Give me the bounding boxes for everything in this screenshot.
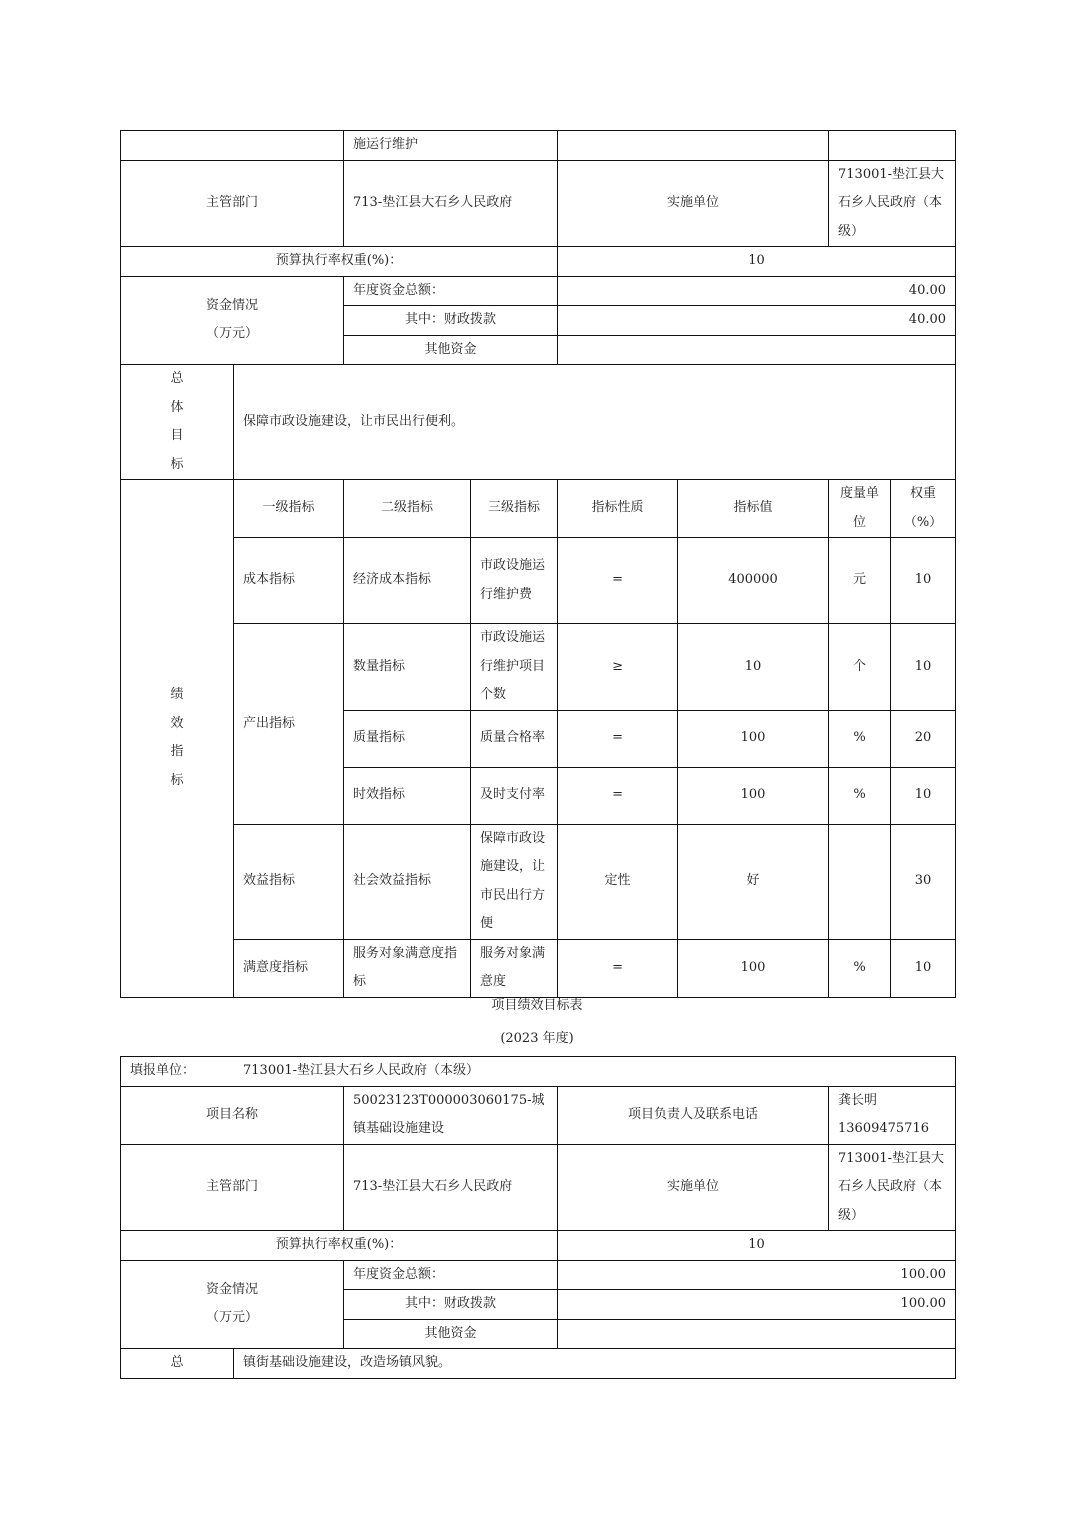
funds-other-label: 其他资金	[344, 1319, 558, 1349]
header-nature: 指标性质	[558, 480, 678, 538]
funds-total-value: 40.00	[558, 276, 956, 306]
unit-cell: %	[829, 767, 891, 824]
header-l3: 三级指标	[471, 480, 558, 538]
table-row	[121, 624, 956, 711]
value-cell: 好	[678, 824, 829, 939]
l2-cell: 数量指标	[344, 624, 471, 711]
l3-cell: 及时支付率	[471, 767, 558, 824]
l2-cell: 社会效益指标	[344, 824, 471, 939]
budget-weight-value: 10	[558, 1231, 956, 1261]
project-label: 项目名称	[121, 1086, 344, 1144]
budget-weight-value: 10	[558, 247, 956, 277]
value-cell: 10	[678, 624, 829, 711]
l1-cell: 效益指标	[234, 824, 344, 939]
header-l2: 二级指标	[344, 480, 471, 538]
funds-title: 资金情况	[205, 1281, 258, 1297]
l2-cell: 服务对象满意度指标	[344, 939, 471, 997]
weight-cell: 10	[891, 939, 956, 997]
impl-value: 713001-垫江县大石乡人民政府（本级）	[829, 1144, 956, 1231]
table-year: (2023 年度)	[500, 1031, 574, 1046]
funds-total-value: 100.00	[558, 1260, 956, 1290]
indicators-label-char: 绩	[170, 687, 184, 703]
l3-cell: 服务对象满意度	[471, 939, 558, 997]
owner-phone: 13609475716	[838, 1121, 929, 1136]
filler-row	[121, 1057, 956, 1087]
funds-fiscal-value: 100.00	[558, 1290, 956, 1320]
funds-other-label: 其他资金	[344, 335, 558, 365]
l2-cell: 时效指标	[344, 767, 471, 824]
performance-table-1	[120, 130, 956, 998]
budget-weight-label: 预算执行率权重(%)：	[121, 247, 558, 277]
l1-cell: 满意度指标	[234, 939, 344, 997]
table-row	[121, 939, 956, 997]
owner-label: 项目负责人及联系电话	[558, 1086, 829, 1144]
l3-cell: 市政设施运行维护项目个数	[471, 624, 558, 711]
unit-cell: 个	[829, 624, 891, 711]
empty-cell	[121, 131, 344, 161]
l2-cell: 质量指标	[344, 710, 471, 767]
unit-cell	[829, 824, 891, 939]
nature-cell: =	[558, 710, 678, 767]
header-l1: 一级指标	[234, 480, 344, 538]
weight-cell: 30	[891, 824, 956, 939]
funds-other-value	[558, 335, 956, 365]
table-row	[121, 538, 956, 624]
header-unit: 度量单位	[829, 480, 891, 538]
funds-title: 资金情况	[205, 297, 258, 313]
weight-cell: 20	[891, 710, 956, 767]
goal-label-char: 目	[170, 428, 184, 443]
unit-cell: 元	[829, 538, 891, 624]
funds-fiscal-value: 40.00	[558, 306, 956, 336]
l1-cell: 产出指标	[234, 624, 344, 825]
table-row	[121, 824, 956, 939]
goal-text: 镇街基础设施建设，改造场镇风貌。	[234, 1349, 956, 1379]
header-weight: 权重（%）	[891, 480, 956, 538]
indicators-label-char: 指	[170, 744, 184, 760]
l1-cell: 成本指标	[234, 538, 344, 624]
value-cell: 100	[678, 710, 829, 767]
funds-other-value	[558, 1319, 956, 1349]
goal-label-char: 总	[170, 371, 184, 386]
unit-cell: %	[829, 939, 891, 997]
funds-label	[121, 276, 344, 365]
l3-cell: 市政设施运行维护费	[471, 538, 558, 624]
funds-unit: （万元）	[205, 1310, 258, 1326]
weight-cell: 10	[891, 767, 956, 824]
l2-cell: 经济成本指标	[344, 538, 471, 624]
nature-cell: =	[558, 538, 678, 624]
nature-cell: ≥	[558, 624, 678, 711]
nature-cell: 定性	[558, 824, 678, 939]
indicators-label-char: 标	[170, 772, 184, 788]
value-cell: 100	[678, 939, 829, 997]
goal-label: 总	[121, 1349, 234, 1379]
funds-total-label: 年度资金总额：	[344, 1260, 558, 1290]
table-title: 项目绩效目标表	[491, 998, 583, 1013]
funds-unit: （万元）	[205, 326, 258, 342]
dept-value: 713-垫江县大石乡人民政府	[344, 160, 558, 247]
funds-label	[121, 1260, 344, 1349]
project-name-tail: 施运行维护	[344, 131, 558, 161]
goal-text: 保障市政设施建设，让市民出行便利。	[234, 365, 956, 480]
nature-cell: =	[558, 767, 678, 824]
funds-total-label: 年度资金总额：	[344, 276, 558, 306]
dept-label: 主管部门	[121, 160, 344, 247]
indicators-label	[121, 480, 234, 998]
impl-value: 713001-垫江县大石乡人民政府（本级）	[829, 160, 956, 247]
l3-cell: 保障市政设施建设，让市民出行方便	[471, 824, 558, 939]
indicators-label-char: 效	[170, 715, 184, 731]
weight-cell: 10	[891, 624, 956, 711]
dept-value: 713-垫江县大石乡人民政府	[344, 1144, 558, 1231]
owner-name: 龚长明	[838, 1092, 878, 1108]
dept-label: 主管部门	[121, 1144, 344, 1231]
value-cell: 100	[678, 767, 829, 824]
project-value: 50023123T000003060175-城镇基础设施建设	[344, 1086, 558, 1144]
performance-table-2	[120, 1056, 956, 1379]
unit-cell: %	[829, 710, 891, 767]
funds-fiscal-label: 其中：财政拨款	[344, 1290, 558, 1320]
funds-fiscal-label: 其中：财政拨款	[344, 306, 558, 336]
goal-label-char: 体	[170, 399, 184, 415]
weight-cell: 10	[891, 538, 956, 624]
header-value: 指标值	[678, 480, 829, 538]
impl-label: 实施单位	[558, 1144, 829, 1231]
filler-value: 713001-垫江县大石乡人民政府（本级）	[243, 1063, 480, 1078]
nature-cell: =	[558, 939, 678, 997]
goal-label	[121, 365, 234, 480]
empty-cell	[558, 131, 829, 161]
goal-label-char: 标	[170, 456, 184, 472]
filler-label: 填报单位：	[130, 1063, 196, 1078]
budget-weight-label: 预算执行率权重(%)：	[121, 1231, 558, 1261]
impl-label: 实施单位	[558, 160, 829, 247]
owner-contact	[829, 1086, 956, 1144]
l3-cell: 质量合格率	[471, 710, 558, 767]
empty-cell	[829, 131, 956, 161]
value-cell: 400000	[678, 538, 829, 624]
